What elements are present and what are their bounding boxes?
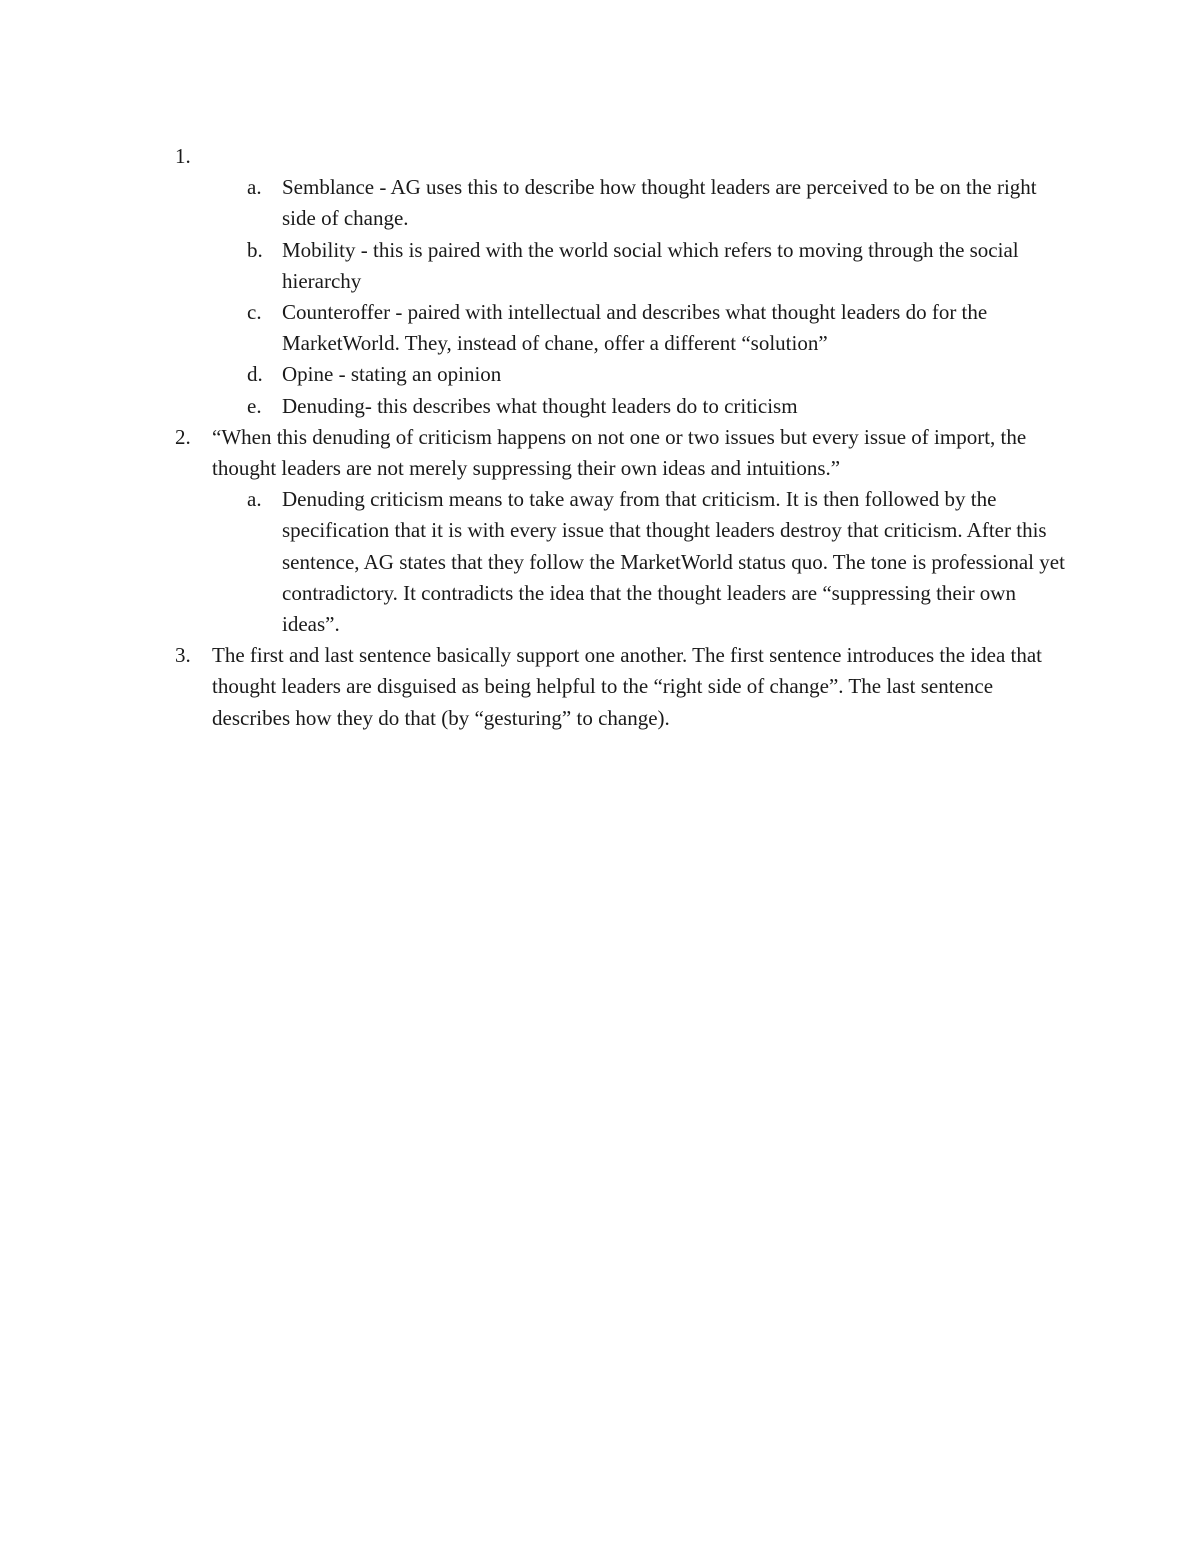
list-number: 2. <box>175 424 191 449</box>
sub-item-1b <box>175 235 1070 297</box>
sub-letter: a. <box>247 175 262 200</box>
sub-item-text: Mobility - this is paired with the world social which refers to moving through the social hierarchy <box>282 237 1019 293</box>
sub-item-text: Denuding criticism means to take away from that criticism. It is then followed by the specification that it is with every issue that thought leaders destroy that criticism. After this sentence, AG states that they follow the MarketWorld status quo. The tone is professional yet contradictory. It contradicts the idea that the thought leaders are “suppressing their own ideas”. <box>282 487 1065 637</box>
sub-letter: b. <box>247 237 263 262</box>
sub-item-1a <box>175 172 1070 234</box>
list-number: 3. <box>175 643 191 668</box>
sub-item-text: Opine - stating an opinion <box>282 362 502 387</box>
list-number: 1. <box>175 144 191 168</box>
sub-item-2a <box>175 484 1070 640</box>
list-item-text: The first and last sentence basically support one another. The first sentence introduces the idea that thought leaders are disguised as being helpful to the “right side of change”. The last sentence describes how they do that (by “gesturing” to change). <box>212 643 1043 730</box>
list-item-1 <box>175 141 1070 172</box>
sub-letter: c. <box>247 300 262 325</box>
sub-letter: a. <box>247 487 262 512</box>
list-item-3 <box>175 640 1070 734</box>
sub-item-text: Counteroffer - paired with intellectual and describes what thought leaders do for the MarketWorld. They, instead of chane, offer a different “solution” <box>282 300 988 356</box>
sub-item-text: Denuding- this describes what thought leaders do to criticism <box>282 393 798 418</box>
sub-item-text: Semblance - AG uses this to describe how thought leaders are perceived to be on the right side of change. <box>282 175 1037 231</box>
document-content <box>175 141 1070 734</box>
sub-item-1e <box>175 391 1070 422</box>
list-item-2 <box>175 422 1070 484</box>
list-item-text: “When this denuding of criticism happens on not one or two issues but every issue of import, the thought leaders are not merely suppressing their own ideas and intuitions.” <box>212 424 1027 481</box>
sub-item-1d <box>175 359 1070 390</box>
sub-letter: d. <box>247 362 263 387</box>
sub-item-1c <box>175 297 1070 359</box>
sub-letter: e. <box>247 393 262 418</box>
